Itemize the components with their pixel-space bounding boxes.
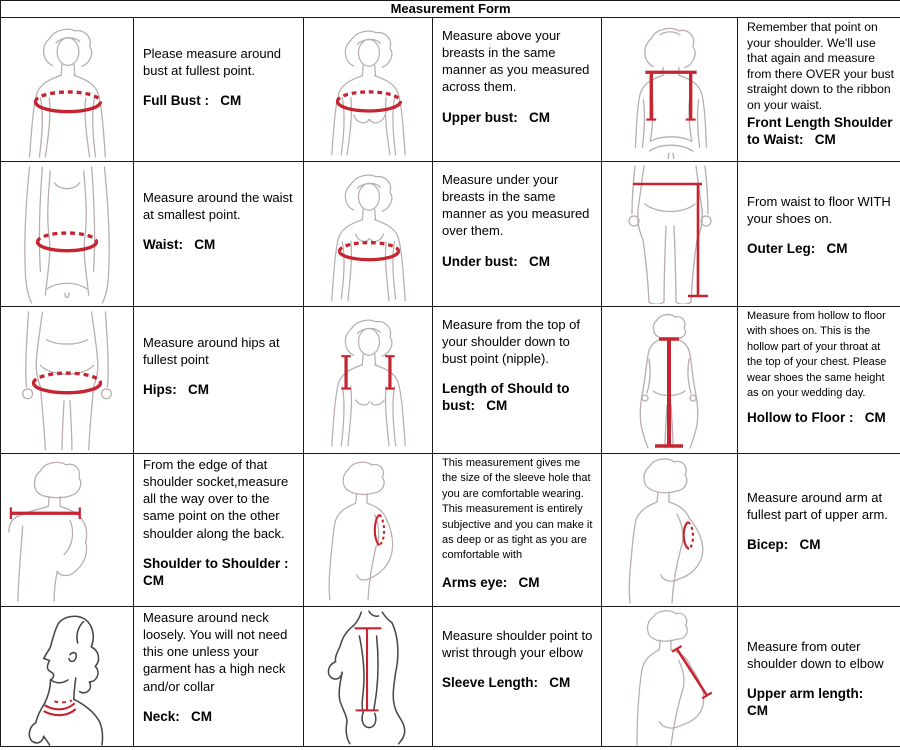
- measurement-label: Arms eye: CM: [442, 574, 540, 590]
- figure-cell-neck: [1, 607, 134, 747]
- instruction-cell-shoulder-to-bust: [433, 307, 602, 454]
- figure-cell-upper-arm-length: [602, 607, 738, 747]
- instruction-text: This measurement gives me the size of the sleeve hole that you are comfortable wearing. This measurement is entirely subjective and you can make it as deep or as tight as you are comfortable with: [442, 457, 596, 562]
- instruction-cell-shoulder-to-shoulder: [134, 454, 304, 607]
- measurement-label: Hips: CM: [143, 382, 209, 398]
- figure-cell-arms-eye: [304, 454, 433, 607]
- instruction-cell-full-bust: [134, 18, 304, 162]
- figure-cell-outer-leg: [602, 162, 738, 307]
- instruction-text: From waist to floor WITH your shoes on.: [747, 194, 895, 227]
- measurement-label: Shoulder to Shoulder : CM: [143, 555, 297, 588]
- instruction-cell-under-bust: [433, 162, 602, 307]
- waist-figure: [3, 164, 131, 304]
- figure-cell-full-bust: [1, 18, 134, 162]
- measurement-label: Hollow to Floor : CM: [747, 410, 886, 426]
- instruction-text: Measure around hips at fullest point: [143, 335, 284, 368]
- figure-cell-bicep: [602, 454, 738, 607]
- front-length-shoulder-to-waist-figure: [605, 21, 735, 159]
- figure-cell-sleeve-length: [304, 607, 433, 747]
- figure-cell-front-length: [602, 18, 738, 162]
- page-title: Measurement Form: [1, 1, 900, 18]
- instruction-cell-upper-bust: [433, 18, 602, 162]
- instruction-cell-hollow-to-floor: [738, 307, 900, 454]
- instruction-text: Measure from the top of your shoulder down to bust point (nipple).: [442, 317, 584, 367]
- under-bust-figure: [306, 164, 430, 304]
- instruction-text: Measure from outer shoulder down to elbow: [747, 639, 884, 672]
- upper-arm-length-figure: [605, 608, 735, 746]
- instruction-cell-bicep: [738, 454, 900, 607]
- measurement-label: Front Length Shoulder to Waist: CM: [747, 114, 897, 147]
- instruction-cell-upper-arm-length: [738, 607, 900, 747]
- instruction-text: Measure around neck loosely. You will not need this one unless your garment has a high neck and/or collar: [143, 610, 291, 694]
- bicep-figure: [605, 456, 735, 604]
- figure-cell-under-bust: [304, 162, 433, 307]
- sleeve-length-figure: [306, 608, 430, 746]
- instruction-text: Remember that point on your shoulder. We'll use that again and measure from there OVER your bust straight down to the ribbon on your waist.: [747, 20, 898, 113]
- instruction-text: Measure around the waist at smallest point.: [143, 190, 297, 223]
- measurement-label: Upper bust: CM: [442, 109, 550, 125]
- measurement-label: Neck: CM: [143, 708, 213, 724]
- measurement-label: Waist: CM: [143, 237, 216, 253]
- measurement-label: Sleeve Length: CM: [442, 675, 571, 691]
- instruction-cell-arms-eye: [433, 454, 602, 607]
- measurement-label: Bicep: CM: [747, 537, 821, 553]
- shoulder-to-shoulder-figure: [3, 456, 131, 604]
- measurement-label: Full Bust : CM: [143, 93, 242, 109]
- measurement-label: Upper arm length: CM: [747, 686, 875, 719]
- instruction-text: Measure under your breasts in the same manner as you measured over them.: [442, 172, 594, 239]
- figure-cell-hips: [1, 307, 134, 454]
- arms-eye-figure: [306, 456, 430, 604]
- instruction-cell-sleeve-length: [433, 607, 602, 747]
- instruction-text: From the edge of that shoulder socket,measure all the way over to the same point on the other shoulder along the back.: [143, 457, 292, 541]
- figure-cell-upper-bust: [304, 18, 433, 162]
- measurement-label: Length of Should to bust: CM: [442, 381, 574, 414]
- instruction-text: Please measure around bust at fullest point.: [143, 46, 285, 79]
- instruction-cell-front-length: [738, 18, 900, 162]
- figure-cell-hollow-to-floor: [602, 307, 738, 454]
- hips-figure: [3, 309, 131, 451]
- full-bust-figure: [3, 21, 131, 159]
- instruction-text: Measure from hollow to floor with shoes on. This is the hollow part of your throat at the top of your chest. Please wear shoes the same height as on your wedding day.: [747, 310, 890, 399]
- instruction-cell-outer-leg: [738, 162, 900, 307]
- shoulder-to-bust-figure: [306, 309, 430, 451]
- instruction-text: Measure shoulder point to wrist through your elbow: [442, 628, 596, 661]
- measurement-label: Under bust: CM: [442, 253, 550, 269]
- figure-cell-shoulder-to-bust: [304, 307, 433, 454]
- instruction-text: Measure above your breasts in the same manner as you measured across them.: [442, 28, 594, 95]
- outer-leg-figure: [605, 164, 735, 304]
- instruction-text: Measure around arm at fullest part of upper arm.: [747, 490, 888, 523]
- upper-bust-figure: [306, 21, 430, 159]
- instruction-cell-neck: [134, 607, 304, 747]
- instruction-cell-hips: [134, 307, 304, 454]
- measurement-label: Outer Leg: CM: [747, 241, 848, 257]
- instruction-cell-waist: [134, 162, 304, 307]
- neck-figure: [3, 608, 131, 746]
- figure-cell-waist: [1, 162, 134, 307]
- figure-cell-shoulder-to-shoulder: [1, 454, 134, 607]
- hollow-to-floor-figure: [605, 309, 735, 451]
